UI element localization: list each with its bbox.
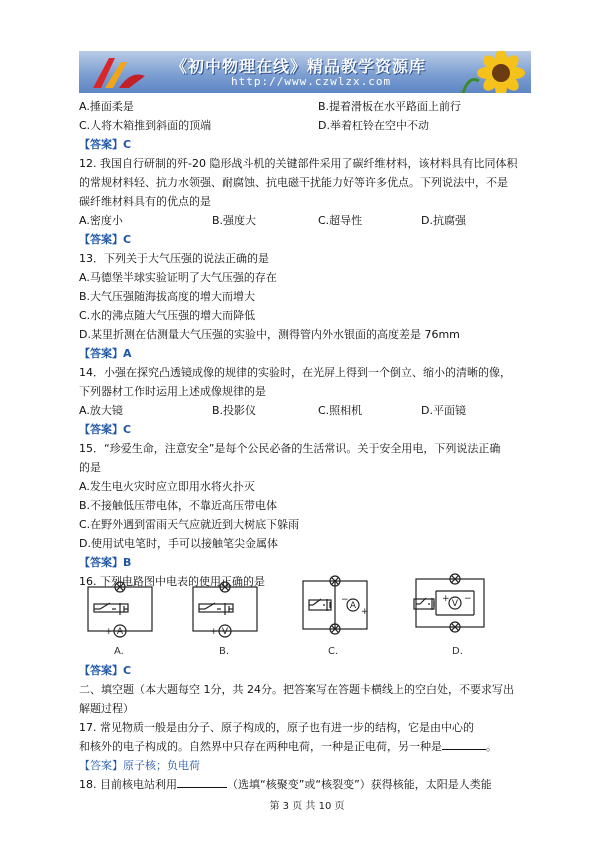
q18-stem-line1 <box>79 776 492 792</box>
q12-stem-line2: 的常规材料轻、抗力水领强、耐腐蚀、抗电磁干扰能力好等许多优点。下列说法中，不是 <box>79 176 508 189</box>
header-banner <box>79 51 531 93</box>
q15-stem-line2: 的是 <box>79 461 101 474</box>
svg-text:+: + <box>210 627 218 637</box>
q14-option-b: B.投影仪 <box>212 404 257 417</box>
q15-answer: 【答案】B <box>79 556 132 569</box>
meter-a-symbol: A <box>116 627 124 637</box>
section2-heading-line1: 二、填空题（本大题每空 1分，共 24分。把答案写在答题卡横线上的空白处，不要求写出 <box>79 683 514 696</box>
q11-option-c: C.人将木箱推到斜面的顶端 <box>79 119 212 132</box>
sunflower-icon <box>461 51 531 93</box>
meter-c-symbol: A <box>349 601 357 611</box>
svg-text:−: − <box>464 594 472 604</box>
svg-text:+: + <box>442 594 450 604</box>
q18-stem-part1: 18. 目前核电站利用 <box>79 778 177 791</box>
q14-stem-line1: 14．小强在探究凸透镜成像的规律的实验时，在光屏上得到一个倒立、缩小的清晰的像， <box>79 366 511 379</box>
q17-stem-line2-end: 。 <box>486 740 497 753</box>
q16-answer: 【答案】C <box>79 664 132 677</box>
circuit-diagram-b <box>185 575 265 645</box>
q17-stem-line2 <box>79 738 497 754</box>
banner-title: 《初中物理在线》精品教学资源库 <box>171 57 427 76</box>
q18-stem-part2: （选填“核聚变”或“核裂变”）获得核能，太阳是人类能 <box>227 778 492 791</box>
q12-stem-line3: 碳纤维材料具有的优点的是 <box>79 195 211 208</box>
q14-option-a: A.放大镜 <box>79 404 123 417</box>
q14-answer: 【答案】C <box>79 423 132 436</box>
q17-blank-input[interactable] <box>442 739 486 750</box>
svg-text:−: − <box>236 627 244 637</box>
q12-option-d: D.抗腐强 <box>421 214 466 227</box>
q17-answer: 【答案】原子核；负电荷 <box>79 759 200 772</box>
q14-option-d: D.平面镜 <box>421 404 466 417</box>
q18-blank-input[interactable] <box>177 777 227 788</box>
q13-stem: 13．下列关于大气压强的说法正确的是 <box>79 252 269 265</box>
q12-option-b: B.强度大 <box>212 214 257 227</box>
circuit-diagram-d <box>412 571 492 645</box>
q17-stem-line1: 17. 常见物质一般是由分子、原子构成的，原子也有进一步的结构，它是由中心的 <box>79 721 474 734</box>
site-logo-icon <box>85 52 155 92</box>
q11-option-a: A.捶面柔是 <box>79 100 134 113</box>
q12-answer: 【答案】C <box>79 233 132 246</box>
svg-text:−: − <box>131 627 139 637</box>
q13-option-b: B.大气压强随海拔高度的增大而增大 <box>79 290 256 303</box>
q14-option-c: C.照相机 <box>318 404 363 417</box>
circuit-label-c: C. <box>328 646 339 657</box>
circuit-label-a: A. <box>114 646 124 657</box>
q15-option-b: B.不接触低压带电体，不靠近高压带电体 <box>79 499 278 512</box>
q13-answer: 【答案】A <box>79 347 132 360</box>
section2-heading-line2: 解题过程） <box>79 702 134 715</box>
circuit-diagram-a <box>80 575 160 645</box>
circuit-diagram-c <box>295 573 375 647</box>
svg-text:+: + <box>105 627 113 637</box>
q13-option-a: A.马德堡半球实验证明了大气压强的存在 <box>79 271 277 284</box>
svg-text:−: − <box>341 595 349 605</box>
q16-stem: 16. 下列电路图中电表的使用正确的是 <box>79 575 265 588</box>
q13-option-c: C.水的沸点随大气压强的增大而降低 <box>79 309 256 322</box>
q15-stem-line1: 15．“珍爱生命，注意安全”是每个公民必备的生活常识。关于安全用电，下列说法正确 <box>79 442 501 455</box>
circuit-label-d: D. <box>452 646 463 657</box>
q13-option-d: D.某里折测在估测量大气压强的实验中，测得管内外水银面的高度差是 76mm <box>79 328 460 341</box>
q15-option-d: D.使用试电笔时，手可以接触笔尖金属体 <box>79 537 278 550</box>
q12-option-a: A.密度小 <box>79 214 123 227</box>
banner-url[interactable]: http://www.czwlzx.com <box>231 75 392 88</box>
svg-text:+: + <box>361 607 369 617</box>
q11-option-d: D.举着杠铃在空中不动 <box>318 119 429 132</box>
q11-option-b: B.提着滑板在水平路面上前行 <box>318 100 462 113</box>
q11-answer: 【答案】C <box>79 138 132 151</box>
circuit-label-b: B. <box>219 646 230 657</box>
meter-d-symbol: V <box>451 599 459 609</box>
meter-b-symbol: V <box>221 627 229 637</box>
page-footer: 第 3 页 共 10 页 <box>269 801 345 812</box>
q12-stem-line1: 12. 我国自行研制的歼-20 隐形战斗机的关键部件采用了碳纤维材料，该材料具有比同体积 <box>79 157 518 170</box>
q14-stem-line2: 下列器材工作时运用上述成像规律的是 <box>79 385 266 398</box>
q15-option-a: A.发生电火灾时应立即用水将火扑灭 <box>79 480 255 493</box>
q12-option-c: C.超导性 <box>318 214 363 227</box>
q17-stem-line2-text: 和核外的电子构成的。自然界中只存在两种电荷，一种是正电荷，另一种是 <box>79 740 442 753</box>
q15-option-c: C.在野外遇到雷雨天气应就近到大树底下躲雨 <box>79 518 300 531</box>
